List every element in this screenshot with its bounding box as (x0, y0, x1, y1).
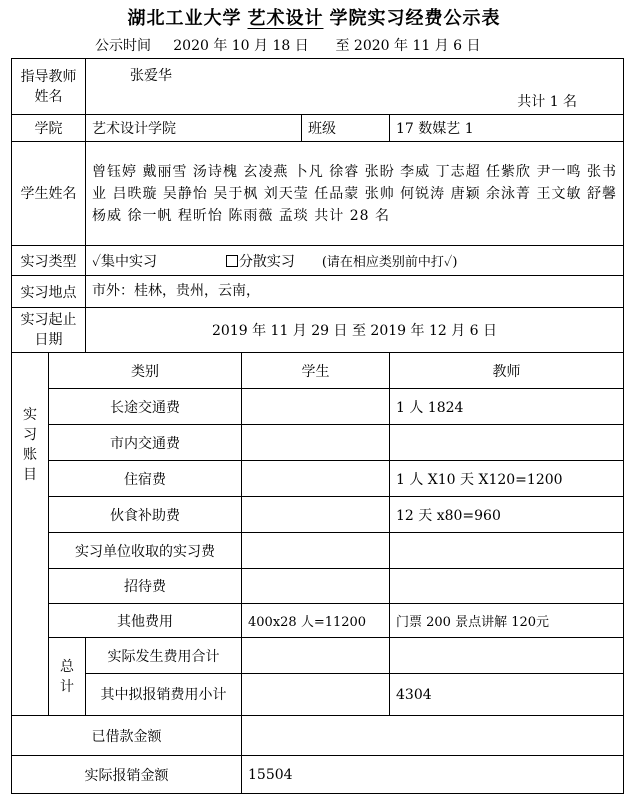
row-category: 实习单位收取的实习费 (49, 533, 242, 569)
total-row (12, 638, 624, 674)
publish-time: 公示时间 2020 年 10 月 18 日 至 2020 年 11 月 6 日 (95, 38, 481, 54)
table-row (12, 604, 624, 638)
period-label: 实习起止日期 (12, 308, 86, 353)
row-teacher: 12 天 x80=960 (390, 497, 624, 533)
type-row (12, 246, 624, 276)
period-value: 2019 年 11 月 29 日 至 2019 年 12 月 6 日 (86, 308, 624, 353)
location-label: 实习地点 (12, 276, 86, 308)
header-student: 学生 (242, 353, 390, 389)
row-category: 招待费 (49, 569, 242, 604)
row-teacher (390, 533, 624, 569)
row-teacher: 门票 200 景点讲解 120元 (390, 604, 624, 638)
row-student (242, 425, 390, 461)
total-teacher (390, 638, 624, 674)
total-student (242, 638, 390, 674)
students-names: 曾钰婷 戴丽雪 汤诗槐 玄凌燕 卜凡 徐睿 张盼 李威 丁志超 任紫欣 尹一鸣 张书业 吕昳璇 吴静怡 吴于枫 刘天莹 任品蒙 张帅 何锐涛 唐颖 余泳菁 王文敏 舒馨 杨威 徐一帆 程昕怡 陈雨薇 孟琰 共计 28 名 (86, 142, 624, 246)
row-student (242, 533, 390, 569)
row-student: 400x28 人=11200 (242, 604, 390, 638)
row-teacher: 1 人 X10 天 X120=1200 (390, 461, 624, 497)
reimburse-row (12, 756, 624, 794)
type-options (86, 246, 624, 276)
table-row (12, 533, 624, 569)
row-category: 其他费用 (49, 604, 242, 638)
students-row (12, 142, 624, 246)
teacher-row (12, 59, 624, 115)
check-mark-icon: ✓ (92, 253, 102, 270)
class-label: 班级 (302, 115, 390, 142)
note-check-icon: ✓ (443, 254, 453, 270)
document-title (0, 4, 628, 30)
row-teacher (390, 569, 624, 604)
table-row (12, 425, 624, 461)
row-student (242, 389, 390, 425)
row-category: 住宿费 (49, 461, 242, 497)
table-row (12, 569, 624, 604)
college-label: 学院 (12, 115, 86, 142)
total-category: 实际发生费用合计 (86, 638, 242, 674)
accounts-header-row (12, 353, 624, 389)
table-row (12, 461, 624, 497)
reimburse-label: 实际报销金额 (12, 756, 242, 794)
total-student (242, 674, 390, 716)
teacher-cell (86, 59, 624, 115)
header-category: 类别 (49, 353, 242, 389)
teacher-label: 指导教师姓名 (12, 59, 86, 115)
total-category: 其中拟报销费用小计 (86, 674, 242, 716)
college-value: 艺术设计学院 (86, 115, 302, 142)
type-label: 实习类型 (12, 246, 86, 276)
row-teacher: 1 人 1824 (390, 389, 624, 425)
teacher-name: 张爱华 (130, 68, 172, 84)
period-row (12, 308, 624, 353)
title-college: 艺术设计 (247, 8, 324, 29)
row-teacher (390, 425, 624, 461)
title-prefix: 湖北工业大学 (127, 8, 242, 29)
expense-form-table (11, 58, 624, 794)
type-scattered: 分散实习 (238, 253, 295, 270)
total-row (12, 674, 624, 716)
table-row (12, 389, 624, 425)
type-note: (请在相应类别前中打 (321, 254, 444, 270)
borrowed-value (242, 716, 624, 756)
empty-checkbox-icon (226, 255, 238, 267)
accounts-section-label: 实习账目 (12, 353, 49, 716)
teacher-total: 共计 1 名 (517, 94, 578, 110)
row-category: 长途交通费 (49, 389, 242, 425)
type-concentrated: 集中实习 (101, 253, 158, 270)
location-value: 市外：桂林，贵州，云南， (86, 276, 624, 308)
location-row (12, 276, 624, 308)
table-row (12, 497, 624, 533)
class-value: 17 数媒艺 1 (390, 115, 624, 142)
header-teacher: 教师 (390, 353, 624, 389)
row-student (242, 461, 390, 497)
students-label: 学生姓名 (12, 142, 86, 246)
borrowed-label: 已借款金额 (12, 716, 242, 756)
total-teacher: 4304 (390, 674, 624, 716)
row-student (242, 569, 390, 604)
row-student (242, 497, 390, 533)
subtotal-label: 总计 (49, 638, 86, 716)
title-suffix: 学院实习经费公示表 (329, 8, 501, 29)
type-note-end: ) (452, 254, 458, 270)
borrowed-row (12, 716, 624, 756)
row-category: 伙食补助费 (49, 497, 242, 533)
row-category: 市内交通费 (49, 425, 242, 461)
reimburse-value: 15504 (242, 756, 624, 794)
college-row (12, 115, 624, 142)
